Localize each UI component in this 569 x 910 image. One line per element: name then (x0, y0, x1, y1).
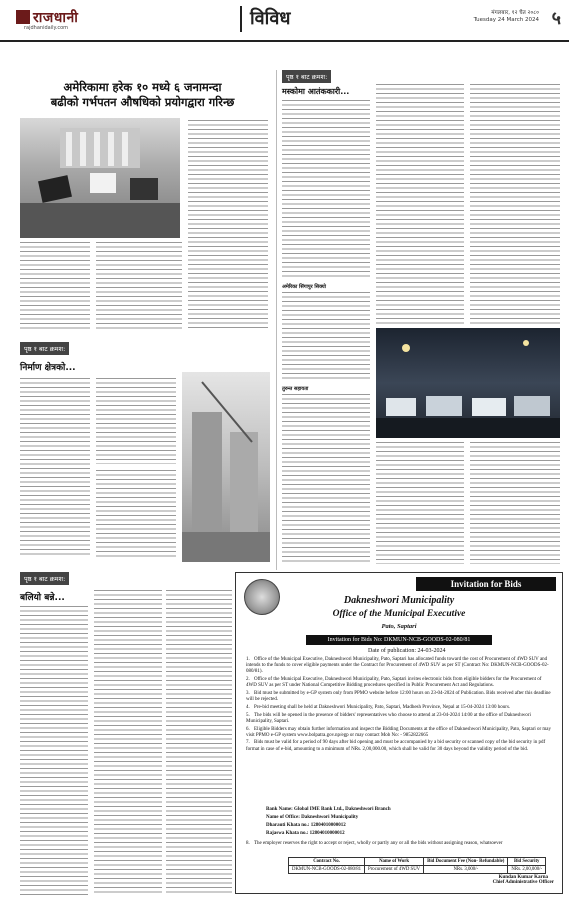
table-row (289, 866, 546, 874)
table-cell: NRs. 3,000/- (424, 866, 508, 874)
site-url: rajdhanidaily.com (24, 25, 69, 31)
top-headline-line1: अमेरिकामा हरेक १० मध्ये ६ जनामन्दा (63, 80, 222, 94)
masthead-logo-icon (16, 10, 30, 24)
mid-col1-text (20, 378, 90, 558)
bottom-col2-text (94, 590, 162, 896)
right-col3-text (470, 84, 560, 324)
bid-reference: Invitation for Bids No: DKMUN-NCB-GOODS-02-080/81 (306, 635, 492, 645)
photo-caption (20, 242, 90, 332)
invitation-tag: Invitation for Bids (416, 577, 556, 591)
office-name-bank: Name of Office: Dakneshwori Municipality (266, 815, 359, 820)
bottom-col3-text (166, 590, 232, 896)
date-english: Tuesday 24 March 2024 (473, 17, 539, 23)
right-col1-text (282, 100, 370, 280)
table-cell: Procurement of 4WD SUV (365, 866, 424, 874)
table-header: Name of Work (365, 858, 424, 866)
protest-photo (20, 118, 180, 238)
date-nepali: मंगलबार, १२ चैत २०८० (491, 10, 539, 16)
right-continue-tag: पृष्ठ १ बाट क्रमश: (282, 70, 331, 83)
signer-title: Chief Administrative Officer (492, 880, 554, 885)
municipality-name: Dakneshwori Municipality (343, 595, 455, 606)
bid-items-list-2 (246, 841, 552, 849)
top-story-col2 (188, 120, 268, 330)
bid-fee-table (288, 857, 546, 874)
top-headline-line2: बढीको गर्भपतन औषधिको प्रयोगद्वारा गरिन्छ (50, 95, 235, 109)
table-header: Bid Security (508, 858, 546, 866)
top-story-headline (20, 80, 265, 110)
bid-item: 4. Pre-bid meeting shall be held at Dakneshwori Municipality, Pato, Saptari, Madhesh Province, Nepal at 15-04-2024 13:00 hours. (246, 704, 511, 710)
right-col1-text-b (282, 292, 370, 382)
bottom-col1-text (20, 606, 88, 896)
publication-date: Date of publication: 24-03-2024 (368, 648, 446, 654)
right-col2-text-b (376, 442, 464, 564)
bid-item: 8. The employer reserves the right to accept or reject, wholly or partly any or all the bids without assigning reason, whatsoever (246, 841, 503, 846)
night-street-photo (376, 328, 560, 438)
revenue-account: Rajaswa Khata no.: 12804010000012 (266, 831, 345, 836)
top-story-col1 (96, 242, 182, 332)
signer-name: Kundan Kumar Karna (498, 875, 548, 880)
table-header-row (289, 858, 546, 866)
office-name: Office of the Municipal Executive (332, 609, 466, 619)
table-header: Contract No. (289, 858, 365, 866)
mid-col2-text-b (96, 470, 176, 560)
bid-item: 1. Office of the Municipal Executive, Dakneshwori Municipality, Pato, Saptari has allocated funds toward the cost of Procurement of 4WD SUV and intends to the funds to cover eligible payments under the Contract for Procurement of 4WD SUV as per ST (Contract No: DKMUN-NCB-GOODS-02-080/81). (246, 657, 549, 675)
bid-item: 2. Office of the Municipal Executive, Dakneshwori Municipality, Pato, Saptari invites electronic bids from eligible bidders for the Procurement of 4WD SUV as per ST under National Competitive Bidding procedures specified in Public Procurement Act and Regulations. (246, 677, 542, 689)
masthead-text: राजधानी (33, 10, 79, 26)
right-col2-text (376, 84, 464, 324)
table-cell: NRs. 2,00,000/- (508, 866, 546, 874)
mid-continue-tag: पृष्ठ १ बाट क्रमश: (20, 342, 69, 355)
table-cell: DKMUN-NCB-GOODS-02-080/81 (289, 866, 365, 874)
protest-photo-art (20, 118, 180, 238)
right-headline-1: मस्कोमा आतंककारी... (282, 87, 350, 96)
column-rule (276, 70, 277, 570)
mid-col2-text (96, 378, 176, 464)
bid-item: 3. Bid must be submitted by e-GP system only from PPMO website before 12:00 hours on 23-04-2024 of Publication. Bids received after this deadline will be rejected. (246, 691, 551, 703)
bottom-continue-tag: पृष्ठ १ बाट क्रमश: (20, 572, 69, 585)
construction-art (182, 372, 270, 562)
right-subhead-1: अमेरिका सिंगापुर सिक्यो (282, 284, 326, 290)
page-number: ५ (551, 8, 561, 29)
office-location: Pato, Saptari (381, 623, 417, 630)
deposit-account: Dharauti Khata no.: 12804010000012 (266, 823, 346, 828)
night-street-art (376, 328, 560, 438)
bank-name: Bank Name: Global IME Bank Ltd., Dakneshwori Branch (266, 807, 391, 812)
bid-items-list (246, 657, 552, 754)
section-title: विविध (240, 6, 290, 32)
bid-item: 7. Bids must be valid for a period of 90 days after bid opening and must be accompanied by a bid security or scanned copy of the bid security in pdf format in case of e-bid, amounting to a minimum of NRs. 2,00,000.00, which shall be valid for 30 days beyond the validity period of the bid. (246, 740, 546, 752)
bid-item: 5. The bids will be opened in the presence of bidders' representatives who choose to attend at 23-04-2024 14:00 at the office of Dakneshwori Municipality, Saptari. (246, 712, 531, 724)
signature-block (493, 875, 554, 885)
right-col3-text-b (470, 442, 560, 564)
bottom-story-headline: बलियो बन्ने... (20, 593, 65, 603)
date-block (474, 10, 539, 24)
bid-item: 6. Eligible Bidders may obtain further information and inspect the Bidding Documents at the office of Dakneshwori Municipality, Pato, Saptari or may visit PPMO e-GP system www.bolpatra.gov.np/egp or may contact Mob No: - 9852822665 (246, 726, 552, 738)
right-col1-text-c (282, 394, 370, 564)
mid-story-headline: निर्माण क्षेत्रको... (20, 363, 76, 373)
construction-photo (182, 372, 270, 562)
right-subhead-2: तुरुन्त सहायता (282, 386, 309, 392)
tender-notice (235, 572, 563, 894)
page-header (0, 0, 569, 42)
table-header: Bid Document Fee (Non- Refundable) (424, 858, 508, 866)
